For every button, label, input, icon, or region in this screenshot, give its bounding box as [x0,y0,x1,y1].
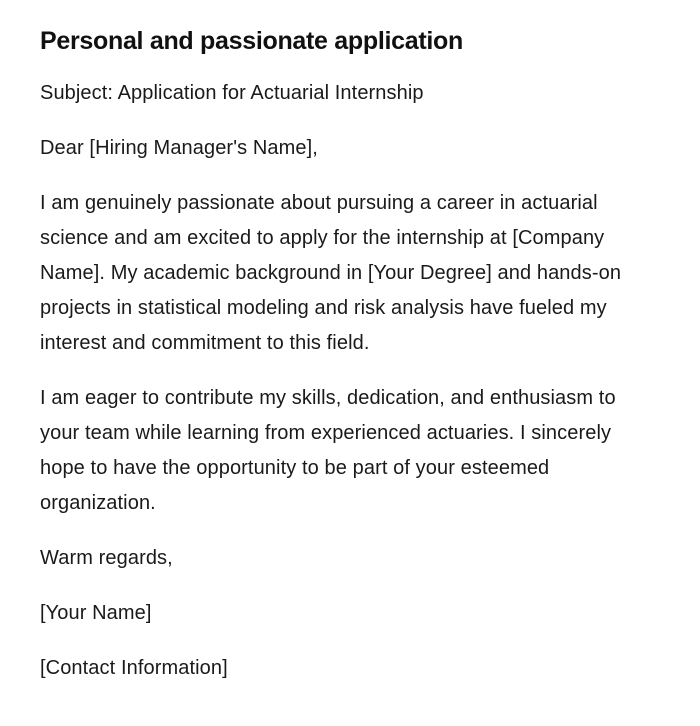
sender-name: [Your Name] [40,602,152,624]
body-paragraph-1: I am genuinely passionate about pursuing a career in actuarial science and am excited to apply for the internship at [Company Name]. My academic background in [Your Degree] and hands-on projects in statistical modeling and risk analysis have fueled my interest and commitment to this field. [40,192,622,354]
body-paragraph-2: I am eager to contribute my skills, dedication, and enthusiasm to your team while learning from experienced actuaries. I sincerely hope to have the opportunity to be part of your esteemed organization. [40,387,616,514]
closing-line: Warm regards, [40,547,173,569]
subject-line: Subject: Application for Actuarial Internship [40,82,424,104]
document-title: Personal and passionate application [40,27,463,55]
contact-information: [Contact Information] [40,657,228,679]
greeting-line: Dear [Hiring Manager's Name], [40,137,318,159]
